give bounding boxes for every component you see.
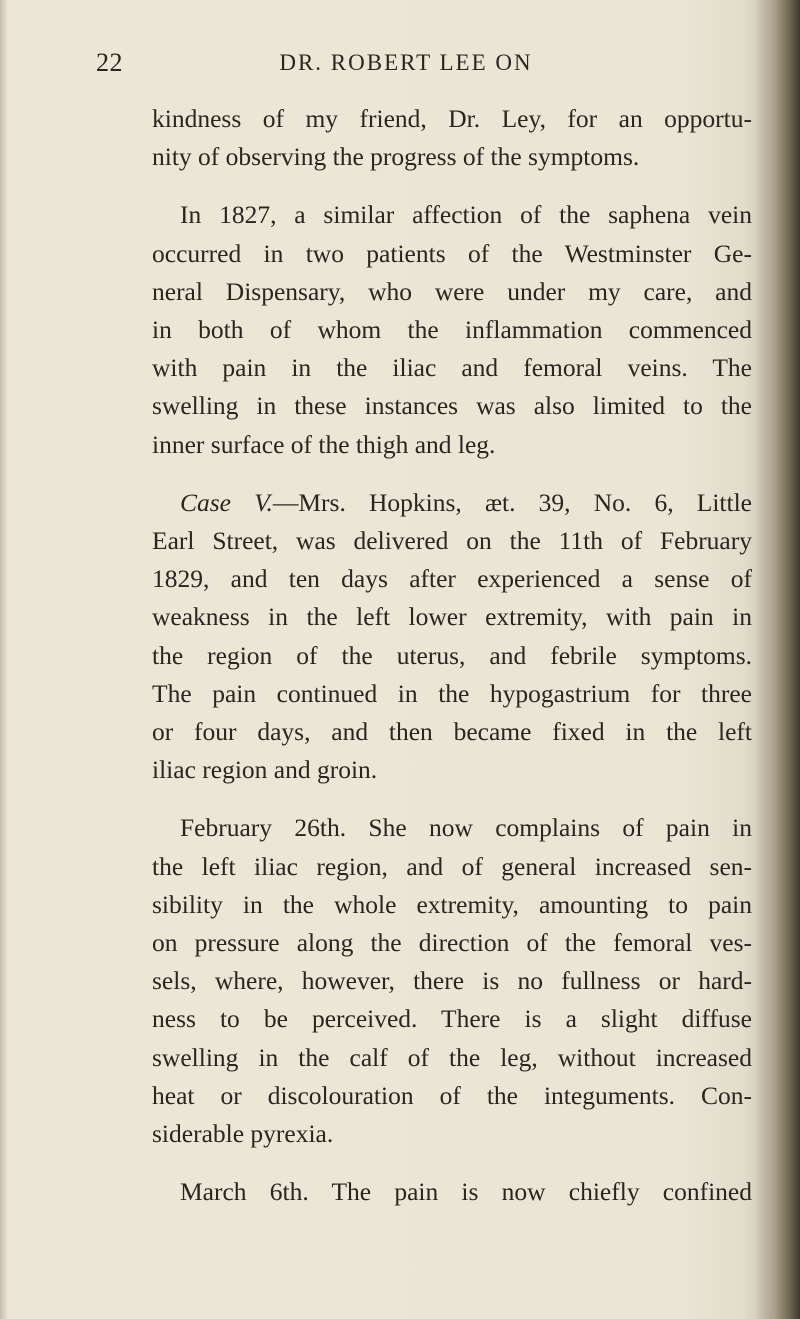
text-line: February 26th. She now complains of pain in xyxy=(180,813,752,843)
text-line: on pressure along the direction of the femoral ves- xyxy=(152,928,752,958)
page-left-edge xyxy=(0,0,8,1319)
text-line: swelling in the calf of the leg, without increased xyxy=(152,1042,752,1072)
text-line: weakness in the left lower extremity, with pain in xyxy=(152,602,752,632)
text-line: nity of observing the progress of the symptoms. xyxy=(152,142,640,172)
running-head xyxy=(96,48,736,88)
text-line: The pain continued in the hypogastrium for three xyxy=(152,678,752,708)
case-heading-line xyxy=(152,484,752,522)
case-heading-text: —Mrs. Hopkins, æt. 39, No. 6, Little xyxy=(272,487,752,517)
text-line: iliac region and groin. xyxy=(152,755,378,785)
text-line: sibility in the whole extremity, amounting to pain xyxy=(152,889,752,919)
text-line: the region of the uterus, and febrile symptoms. xyxy=(152,640,752,670)
running-title: DR. ROBERT LEE ON xyxy=(279,50,533,75)
text-line: with pain in the iliac and femoral veins. The xyxy=(152,353,752,383)
text-line: heat or discolouration of the integuments. Con- xyxy=(152,1080,752,1110)
text-line: March 6th. The pain is now chiefly confined xyxy=(180,1177,752,1207)
text-line: ness to be perceived. There is a slight diffuse xyxy=(152,1004,752,1034)
text-line: neral Dispensary, who were under my care, and xyxy=(152,276,752,306)
text-line: the left iliac region, and of general increased sen- xyxy=(152,851,752,881)
text-line: inner surface of the thigh and leg. xyxy=(152,429,496,459)
text-line: Earl Street, was delivered on the 11th of February xyxy=(152,526,752,556)
text-line: in both of whom the inflammation commenced xyxy=(152,315,752,345)
text-line: kindness of my friend, Dr. Ley, for an opportu- xyxy=(152,104,752,133)
text-line: or four days, and then became fixed in the left xyxy=(152,717,752,747)
text-line: In 1827, a similar affection of the saphena vein xyxy=(180,200,752,230)
paragraph-feb-26 xyxy=(152,809,752,1153)
text-line: sels, where, however, there is no fullness or hard- xyxy=(152,966,752,996)
binding-gutter-shadow xyxy=(754,0,800,1319)
page-number: 22 xyxy=(96,48,123,77)
text-line: occurred in two patients of the Westminster Ge- xyxy=(152,238,752,268)
text-line: swelling in these instances was also limited to the xyxy=(152,391,752,421)
paragraph-2 xyxy=(152,196,752,463)
paragraph-case-v xyxy=(152,484,752,790)
paragraph-1 xyxy=(152,100,752,176)
text-line: 1829, and ten days after experienced a sense of xyxy=(152,564,752,594)
body-text xyxy=(152,100,752,1231)
paragraph-march-6 xyxy=(152,1173,752,1211)
case-label: Case V. xyxy=(180,487,273,517)
text-line: siderable pyrexia. xyxy=(152,1119,334,1149)
